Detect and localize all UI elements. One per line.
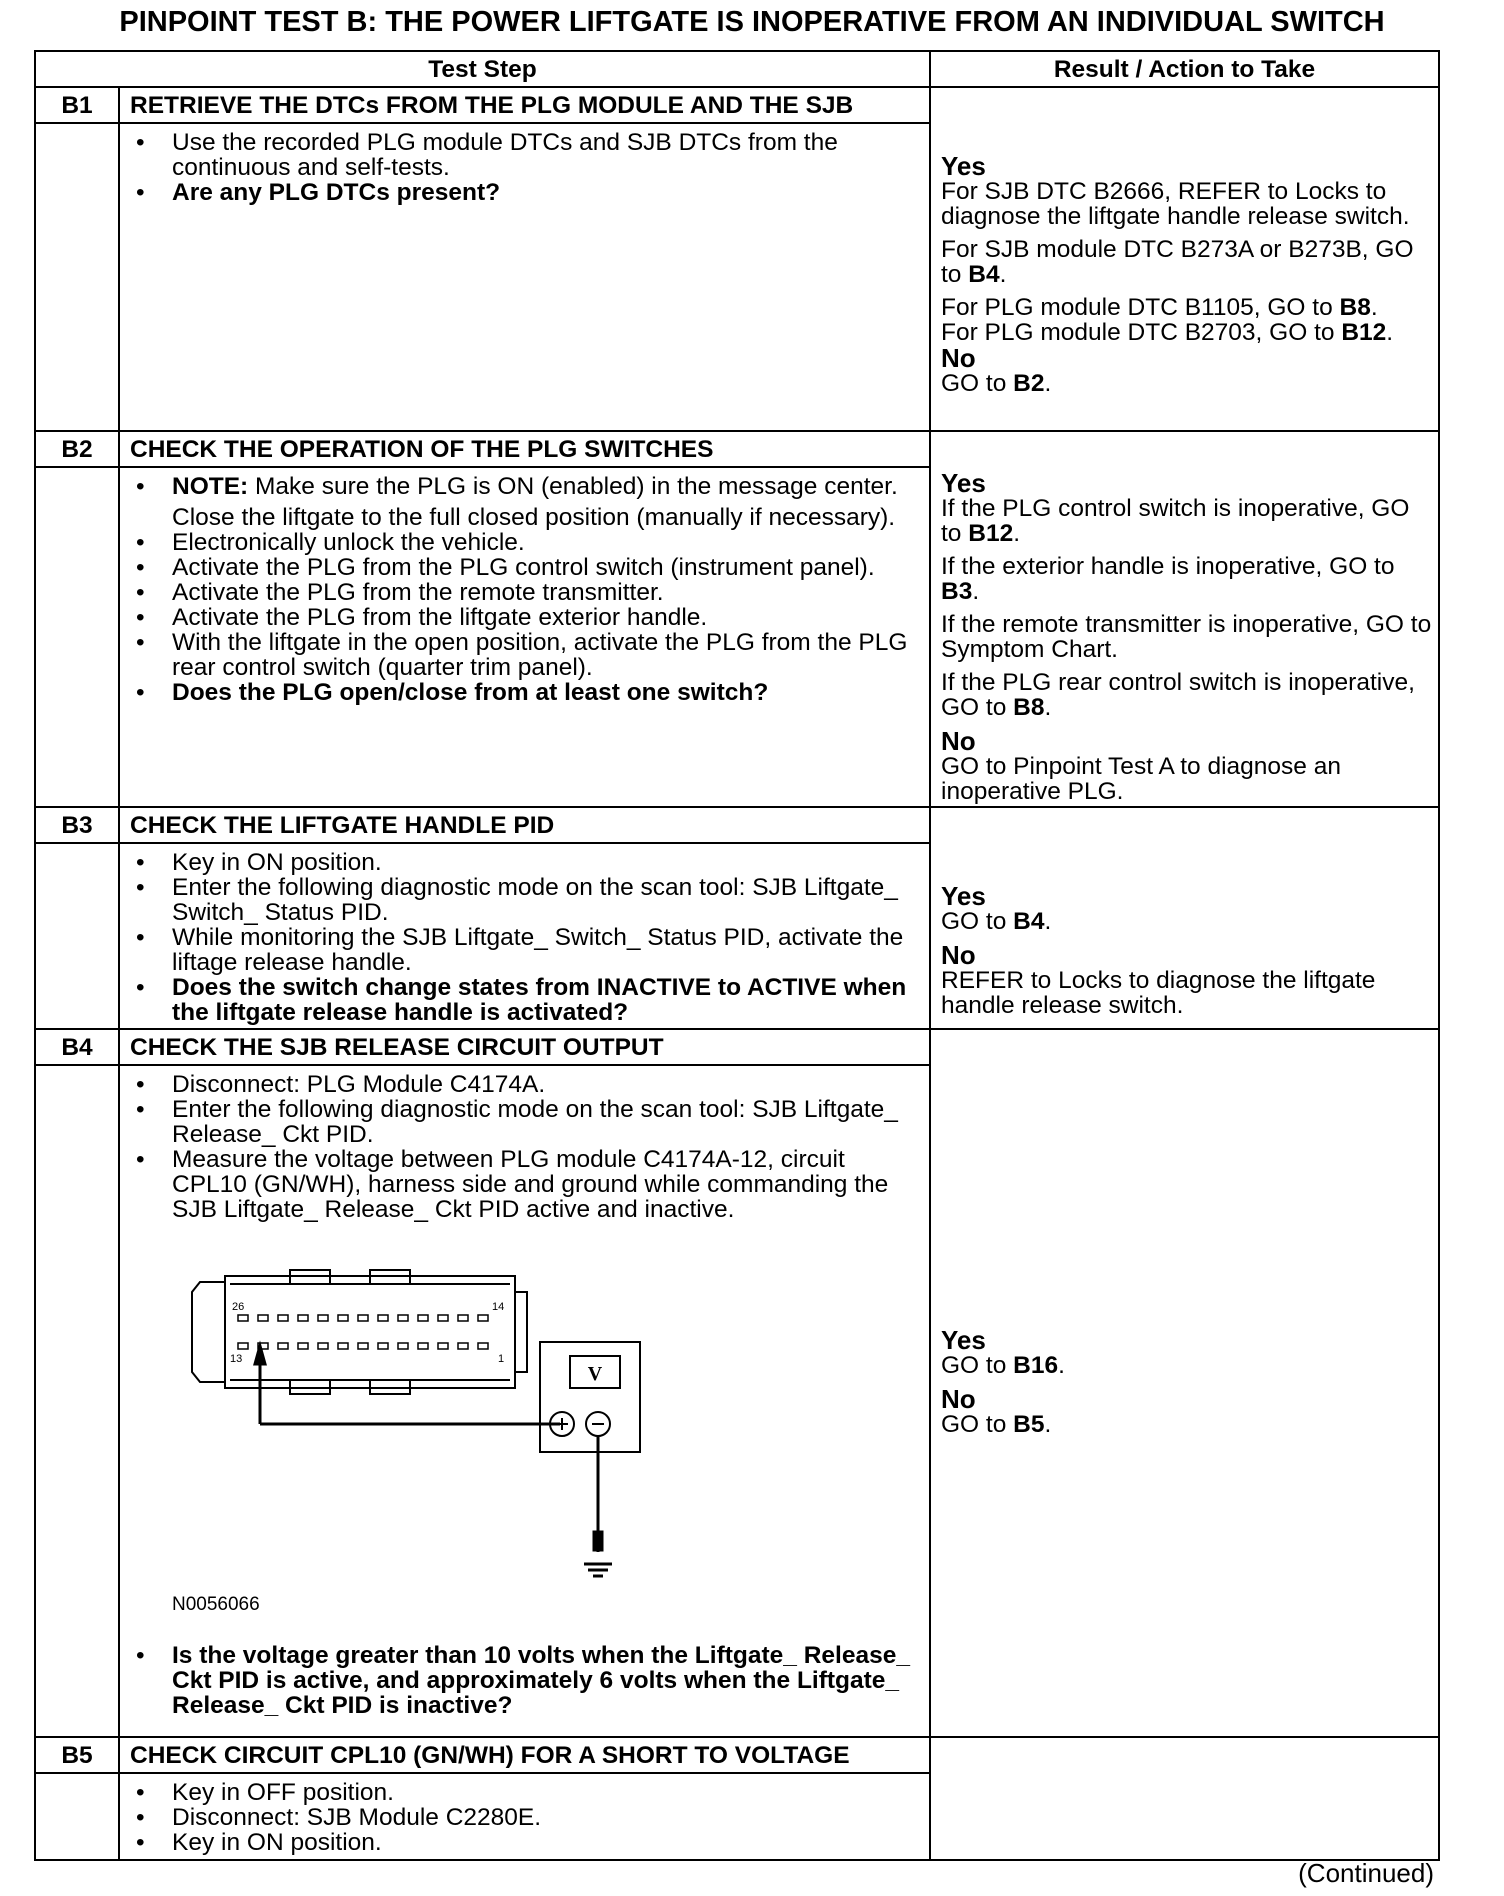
- result-text: If the PLG control switch is inoperative, GO to B12.: [941, 495, 1410, 547]
- step-question: • Are any PLG DTCs present?: [172, 180, 919, 205]
- page-title: PINPOINT TEST B: THE POWER LIFTGATE IS INOPERATIVE FROM AN INDIVIDUAL SWITCH: [119, 6, 1385, 38]
- pin-label: 1: [498, 1353, 505, 1365]
- step-b5-title-row: [35, 1737, 1439, 1773]
- result-text: GO to B5.: [941, 1411, 1052, 1438]
- result-text: If the PLG rear control switch is inoperative, GO to B8.: [941, 669, 1415, 721]
- step-item: • With the liftgate in the open position, activate the PLG from the PLG rear control switch (quarter trim panel).: [172, 630, 919, 680]
- step-item: • Activate the PLG from the PLG control switch (instrument panel).: [172, 555, 919, 580]
- step-b5-result: [930, 1737, 1439, 1860]
- step-item: • Disconnect: SJB Module C2280E.: [172, 1805, 919, 1830]
- step-id: B3: [35, 807, 119, 843]
- result-text: GO to B4.: [941, 907, 1052, 935]
- step-item: • Measure the voltage between PLG module C4174A-12, circuit CPL10 (GN/WH), harness side and ground while commanding the SJB Liftgate_ Release_ Ckt PID active and inactive.: [172, 1147, 919, 1222]
- result-text: GO to B2.: [941, 369, 1052, 397]
- step-b3-result: [930, 807, 1439, 1029]
- result-text: GO to B16.: [941, 1352, 1065, 1379]
- step-b2-result: [930, 431, 1439, 807]
- pin-label: 13: [230, 1353, 243, 1365]
- header-result: Result / Action to Take: [930, 51, 1439, 87]
- step-b1-title-row: [35, 87, 1439, 123]
- step-title: CHECK THE OPERATION OF THE PLG SWITCHES: [119, 431, 930, 467]
- step-b2-title-row: [35, 431, 1439, 467]
- table-header-row: [35, 51, 1439, 87]
- step-b4-body: [119, 1065, 930, 1737]
- step-title: CHECK THE SJB RELEASE CIRCUIT OUTPUT: [119, 1029, 930, 1065]
- step-item: • Disconnect: PLG Module C4174A.: [172, 1072, 919, 1097]
- result-text: For PLG module DTC B2703, GO to B12.: [941, 318, 1394, 346]
- step-id-spacer: [35, 1065, 119, 1737]
- step-item: • Key in ON position.: [172, 1830, 919, 1855]
- step-b1-result: [930, 87, 1439, 431]
- yes-label: Yes: [941, 880, 986, 911]
- pin-label: 14: [492, 1301, 505, 1313]
- step-note: • NOTE: Make sure the PLG is ON (enabled) in the message center.: [172, 474, 919, 499]
- result-text: If the exterior handle is inoperative, GO to B3.: [941, 553, 1395, 605]
- step-item: • Enter the following diagnostic mode on the scan tool: SJB Liftgate_ Release_ Ckt PID.: [172, 1097, 919, 1147]
- step-question: • Does the switch change states from INACTIVE to ACTIVE when the liftgate release handle is activated?: [172, 975, 919, 1025]
- continued-label: (Continued): [1298, 1858, 1434, 1888]
- step-id: B2: [35, 431, 119, 467]
- no-label: No: [941, 342, 976, 373]
- yes-label: Yes: [941, 468, 986, 498]
- step-id-spacer: [35, 123, 119, 431]
- step-b3-title-row: [35, 807, 1439, 843]
- figure-id: N0056066: [172, 1594, 260, 1615]
- voltmeter-icon: [540, 1342, 640, 1452]
- step-item: • Enter the following diagnostic mode on the scan tool: SJB Liftgate_ Switch_ Status PID.: [172, 875, 919, 925]
- yes-label: Yes: [941, 1325, 986, 1355]
- step-item: • Activate the PLG from the liftgate exterior handle.: [172, 605, 919, 630]
- step-id-spacer: [35, 843, 119, 1029]
- step-item: • Activate the PLG from the remote transmitter.: [172, 580, 919, 605]
- meter-label: V: [587, 1363, 603, 1385]
- pinpoint-test-table: [34, 50, 1440, 1861]
- connector-voltmeter-diagram: [170, 1252, 730, 1592]
- step-b1-body: [119, 123, 930, 431]
- result-text: For SJB module DTC B273A or B273B, GO to B4.: [941, 235, 1414, 288]
- no-label: No: [941, 939, 976, 970]
- step-b4-title-row: [35, 1029, 1439, 1065]
- step-title: RETRIEVE THE DTCs FROM THE PLG MODULE AND THE SJB: [119, 87, 930, 123]
- step-id-spacer: [35, 1773, 119, 1860]
- pin-label: 26: [232, 1301, 245, 1313]
- step-question: • Is the voltage greater than 10 volts when the Liftgate_ Release_ Ckt PID is active, and approximately 6 volts when the Liftgate_ Release_ Ckt PID is inactive?: [172, 1643, 919, 1718]
- result-text: If the remote transmitter is inoperative, GO to Symptom Chart.: [941, 611, 1432, 663]
- result-text: For SJB DTC B2666, REFER to Locks to diagnose the liftgate handle release switch.: [941, 177, 1410, 230]
- yes-label: Yes: [941, 150, 986, 181]
- step-b4-result: [930, 1029, 1439, 1737]
- step-item: • Use the recorded PLG module DTCs and SJB DTCs from the continuous and self-tests.: [172, 130, 919, 180]
- step-id: B4: [35, 1029, 119, 1065]
- result-text: For PLG module DTC B1105, GO to B8.: [941, 293, 1378, 321]
- step-id: B1: [35, 87, 119, 123]
- step-question: • Does the PLG open/close from at least one switch?: [172, 680, 919, 705]
- step-item: • Key in OFF position.: [172, 1780, 919, 1805]
- step-item: • Electronically unlock the vehicle.: [172, 530, 919, 555]
- step-id-spacer: [35, 467, 119, 807]
- header-test-step: Test Step: [35, 51, 930, 87]
- step-title: CHECK THE LIFTGATE HANDLE PID: [119, 807, 930, 843]
- no-label: No: [941, 1384, 976, 1414]
- step-item: • Key in ON position.: [172, 850, 919, 875]
- step-b3-body: [119, 843, 930, 1029]
- step-id: B5: [35, 1737, 119, 1773]
- step-title: CHECK CIRCUIT CPL10 (GN/WH) FOR A SHORT TO VOLTAGE: [119, 1737, 930, 1773]
- step-note-continued: Close the liftgate to the full closed position (manually if necessary).: [172, 504, 896, 531]
- result-text: REFER to Locks to diagnose the liftgate handle release switch.: [941, 966, 1376, 1019]
- ground-icon: [584, 1436, 612, 1576]
- step-b5-body: [119, 1773, 930, 1860]
- result-text: GO to Pinpoint Test A to diagnose an inoperative PLG.: [941, 753, 1341, 805]
- no-label: No: [941, 726, 976, 756]
- step-item: • While monitoring the SJB Liftgate_ Switch_ Status PID, activate the liftage release handle.: [172, 925, 919, 975]
- connector-icon: [192, 1270, 527, 1394]
- step-b2-body: [119, 467, 930, 807]
